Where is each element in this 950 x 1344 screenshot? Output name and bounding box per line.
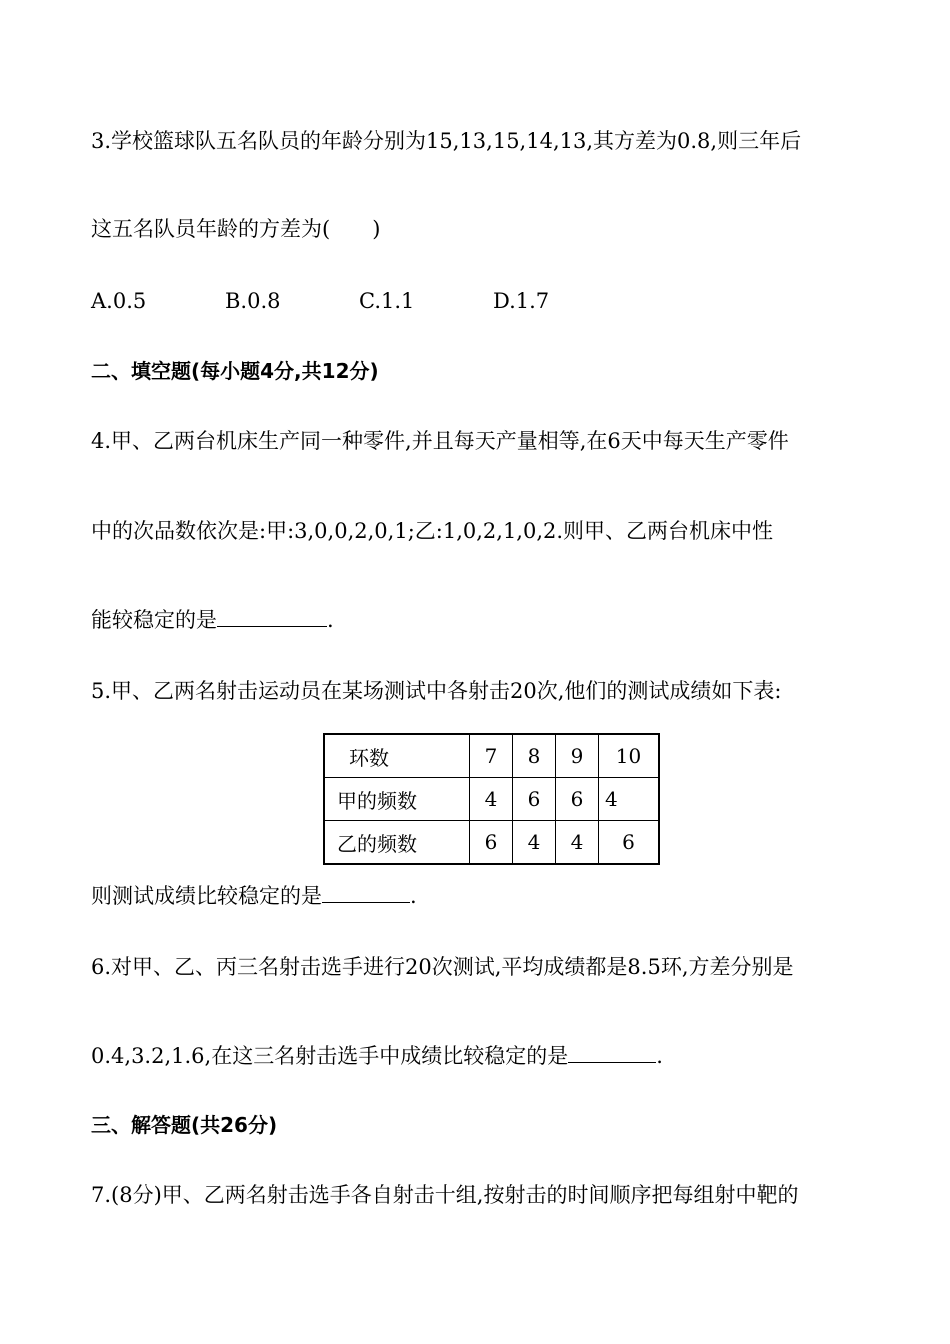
table-header-label: 环数 bbox=[324, 734, 470, 778]
table-header-row bbox=[324, 734, 659, 778]
table-cell: 6 bbox=[470, 821, 513, 865]
q3-option-a: A.0.5 bbox=[91, 289, 147, 313]
table-cell: 6 bbox=[556, 778, 599, 821]
q6-line-1: 6.对甲、乙、丙三名射击选手进行20次测试,平均成绩都是8.5环,方差分别是 bbox=[91, 955, 794, 979]
q5-frequency-table bbox=[323, 733, 660, 865]
q5-line-1: 5.甲、乙两名射击运动员在某场测试中各射击20次,他们的测试成绩如下表: bbox=[91, 679, 782, 703]
table-row bbox=[324, 821, 659, 865]
q5-after-table bbox=[91, 882, 417, 909]
q7-line-1: 7.(8分)甲、乙两名射击选手各自射击十组,按射击的时间顺序把每组射中靶的 bbox=[91, 1183, 799, 1207]
q6-line-2-end: . bbox=[656, 1044, 663, 1068]
table-cell: 4 bbox=[470, 778, 513, 821]
table-header-cell: 8 bbox=[513, 734, 556, 778]
table-header-cell: 9 bbox=[556, 734, 599, 778]
q4-line-3-text: 能较稳定的是 bbox=[91, 608, 217, 632]
table-cell: 6 bbox=[513, 778, 556, 821]
q6-line-2-text: 0.4,3.2,1.6,在这三名射击选手中成绩比较稳定的是 bbox=[91, 1044, 569, 1068]
q3-option-d: D.1.7 bbox=[493, 289, 550, 313]
table-cell: 6 bbox=[599, 821, 660, 865]
q3-line-1: 3.学校篮球队五名队员的年龄分别为15,13,15,14,13,其方差为0.8,则三年后 bbox=[91, 129, 802, 153]
table-cell: 4 bbox=[513, 821, 556, 865]
q4-line-1: 4.甲、乙两台机床生产同一种零件,并且每天产量相等,在6天中每天生产零件 bbox=[91, 429, 789, 453]
section-2-heading: 二、填空题(每小题4分,共12分) bbox=[91, 359, 379, 383]
q4-line-3 bbox=[91, 606, 334, 633]
q5-after-end: . bbox=[410, 884, 417, 908]
table-header-cell: 10 bbox=[599, 734, 660, 778]
q5-after-text: 则测试成绩比较稳定的是 bbox=[91, 884, 322, 908]
q6-answer-blank[interactable] bbox=[568, 1042, 656, 1063]
q3-option-c: C.1.1 bbox=[359, 289, 415, 313]
q3-options bbox=[91, 288, 549, 314]
q3-line-2: 这五名队员年龄的方差为( ) bbox=[91, 217, 381, 241]
table-header-cell: 7 bbox=[470, 734, 513, 778]
table-cell: 4 bbox=[556, 821, 599, 865]
q4-answer-blank[interactable] bbox=[217, 606, 327, 627]
q6-line-2 bbox=[91, 1042, 663, 1069]
table-row-label: 乙的频数 bbox=[324, 821, 470, 865]
q5-answer-blank[interactable] bbox=[322, 882, 410, 903]
q3-option-b: B.0.8 bbox=[225, 289, 281, 313]
q4-line-2: 中的次品数依次是:甲:3,0,0,2,0,1;乙:1,0,2,1,0,2.则甲、乙两台机床中性 bbox=[91, 519, 774, 543]
q4-line-3-end: . bbox=[327, 608, 334, 632]
table-cell: 4 bbox=[599, 778, 660, 821]
section-3-heading: 三、解答题(共26分) bbox=[91, 1113, 278, 1137]
table-row bbox=[324, 778, 659, 821]
table-row-label: 甲的频数 bbox=[324, 778, 470, 821]
